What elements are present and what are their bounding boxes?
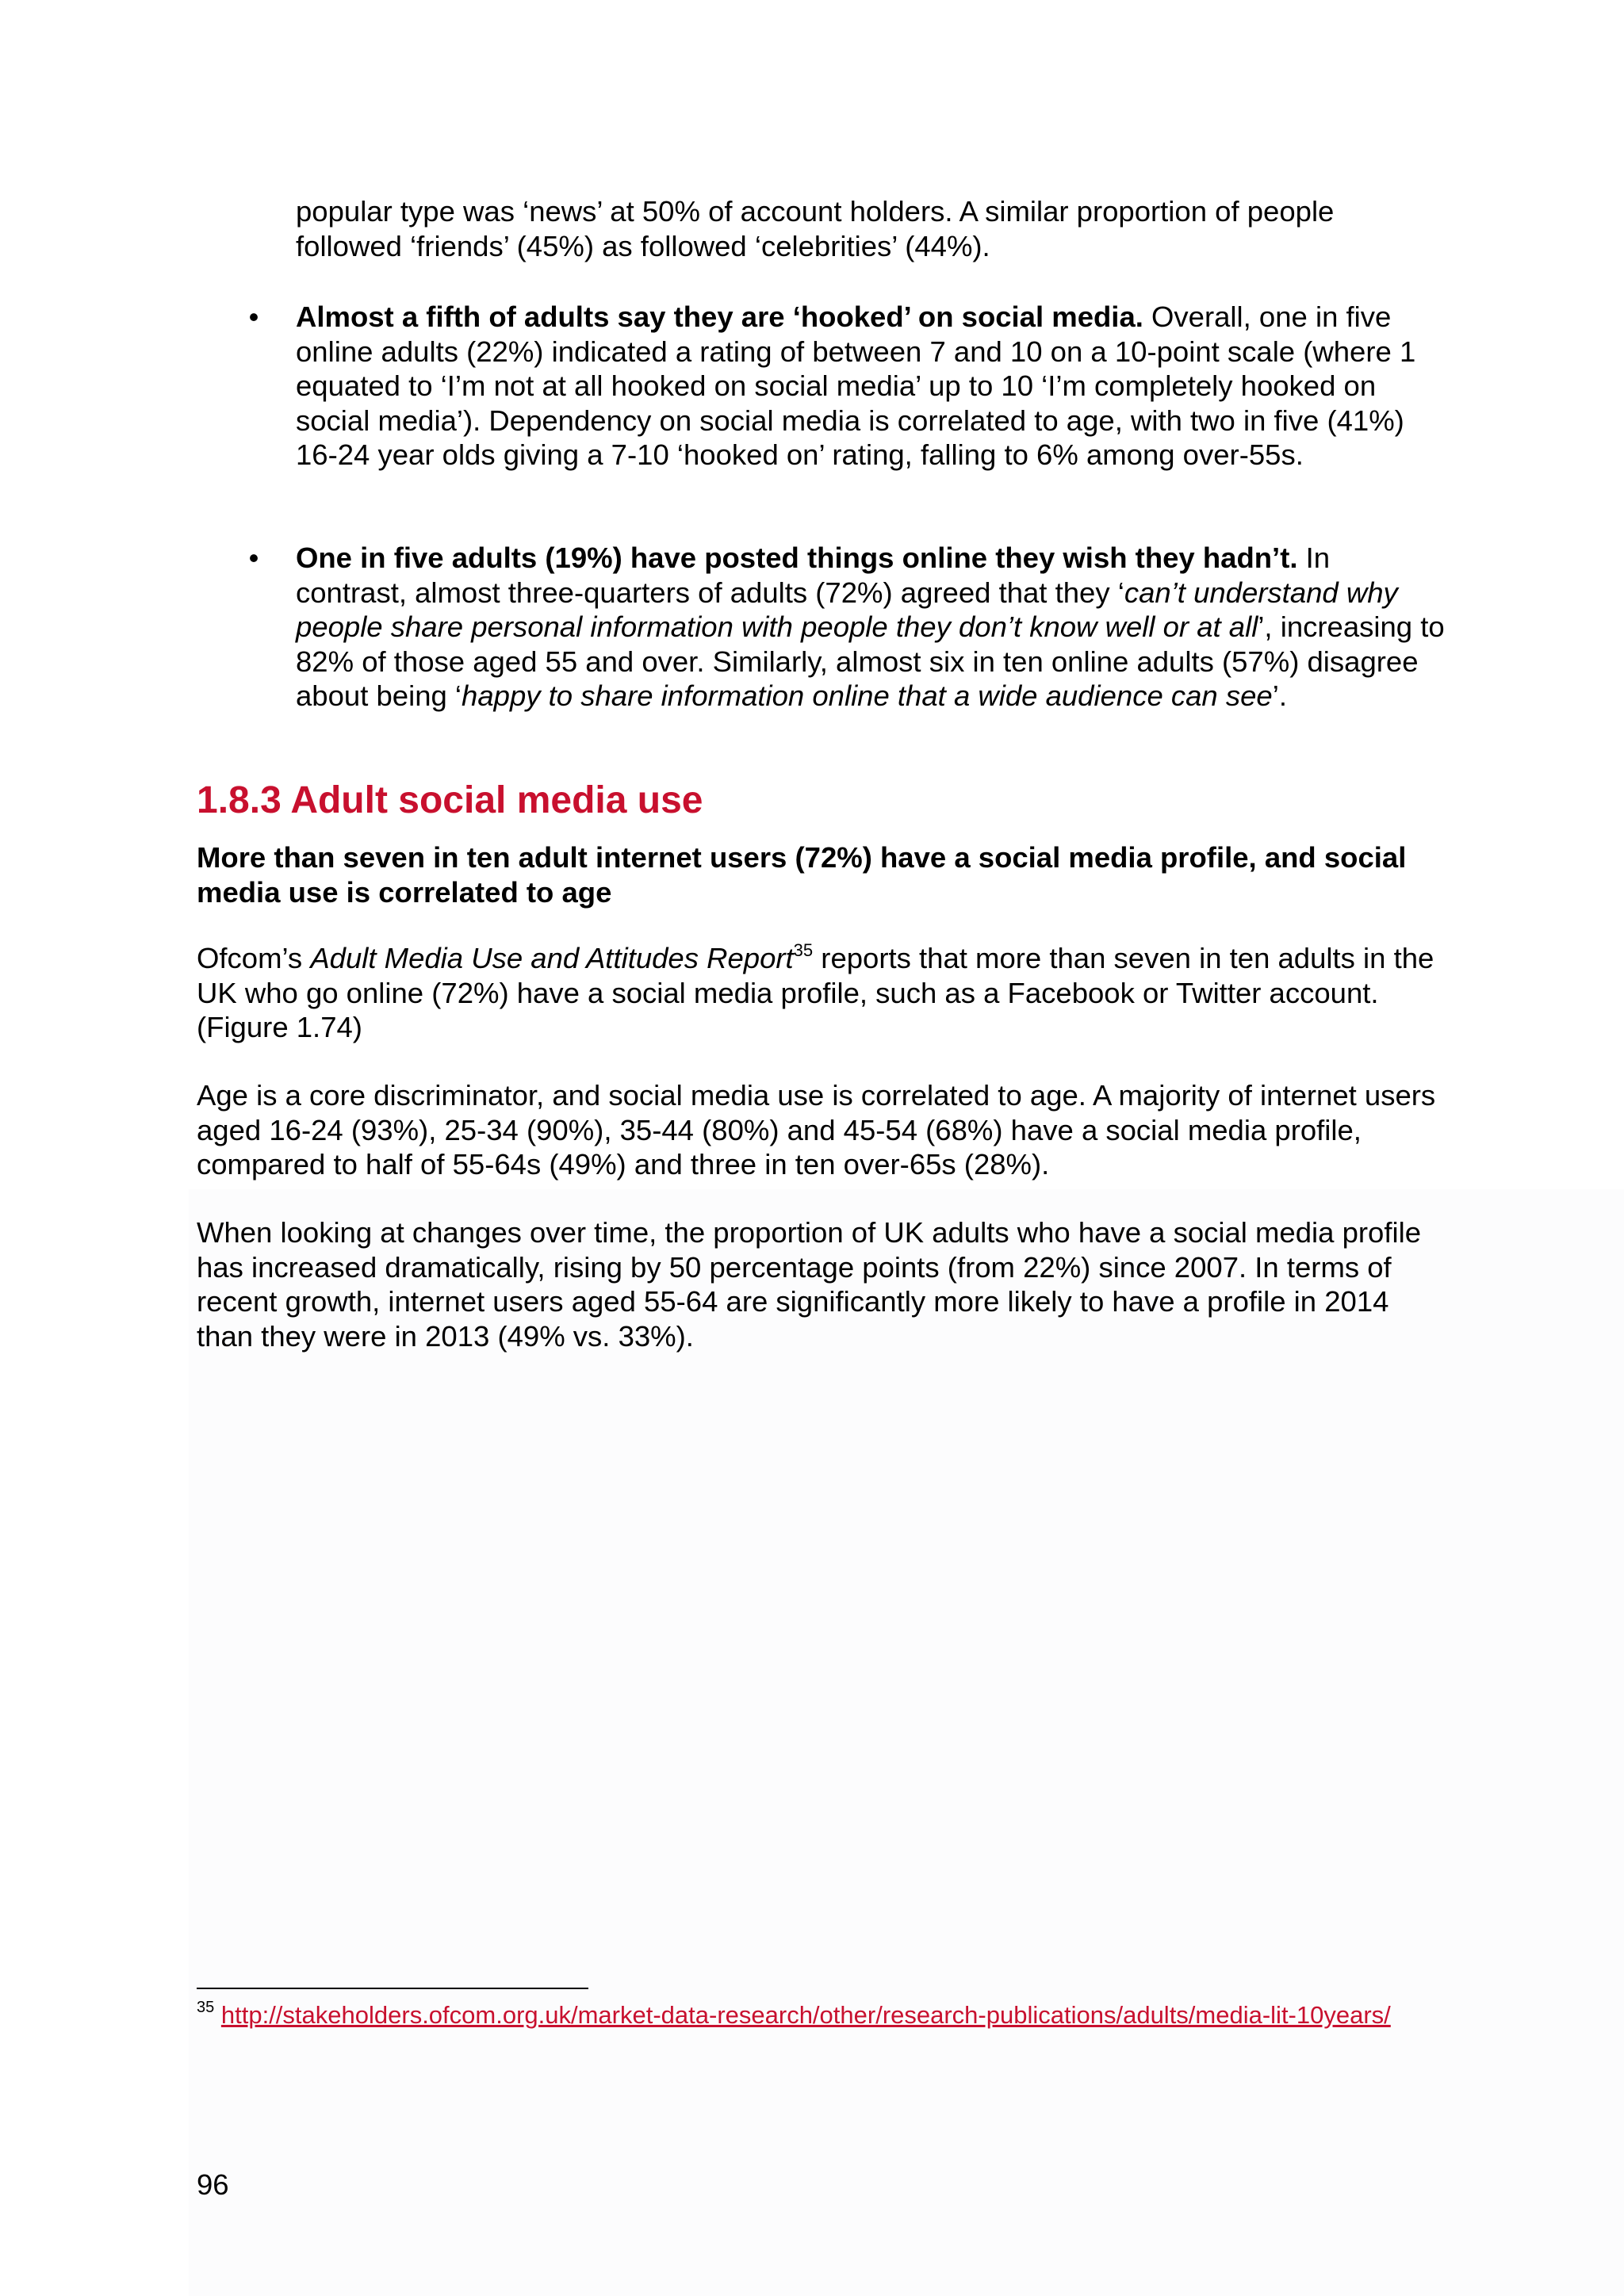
bullet-item-hooked <box>296 300 1446 473</box>
intro-paragraph: popular type was ‘news’ at 50% of account holders. A similar proportion of people followed ‘friends’ (45%) as followed ‘celebrities’ (44%). <box>296 195 1335 262</box>
bullet-text: Overall, one in five online adults (22%) indicated a rating of between 7 and 10 on a 10-point scale (where 1 equated to ‘I’m not at all hooked on social media’ up to 10 ‘I’m completely hooked on social media’). Dependency on social media is correlated to age, with two in five (41%) 16-24 year olds giving a 7-10 ‘hooked on’ rating, falling to 6% among over-55s. <box>296 300 1416 471</box>
section-subheading: More than seven in ten adult internet users (72%) have a social media profile, and social media use is correlated to age <box>197 841 1407 909</box>
paragraph-report <box>197 941 1446 1045</box>
bullet-marker: • <box>248 541 259 574</box>
footnote-number: 35 <box>197 1999 215 2016</box>
bullet-quote: happy to share information online that a wide audience can see <box>462 679 1273 712</box>
bullet-lead: Almost a fifth of adults say they are ‘hooked’ on social media. <box>296 300 1143 333</box>
footnote-reference[interactable]: 35 <box>793 940 814 960</box>
footnote-link[interactable]: http://stakeholders.ofcom.org.uk/market-data-research/other/research-publications/adults/media-lit-10years/ <box>220 2001 1391 2029</box>
paragraph-text: reports that more than seven in ten adults in the UK who go online (72%) have a social media profile, such as a Facebook or Twitter account. (Figure 1.74) <box>197 942 1434 1043</box>
bullet-text: In contrast, almost three-quarters of adults (72%) agreed that they ‘ <box>296 541 1331 609</box>
section-heading: 1.8.3 Adult social media use <box>197 779 703 821</box>
paragraph-trend: When looking at changes over time, the proportion of UK adults who have a social media profile has increased dramatically, rising by 50 percentage points (from 22%) since 2007. In terms of recent growth, internet users aged 55-64 are significantly more likely to have a profile in 2014 than they were in 2013 (49% vs. 33%). <box>197 1216 1421 1353</box>
paragraph-text: Ofcom’s <box>197 942 311 974</box>
bullet-lead: One in five adults (19%) have posted things online they wish they hadn’t. <box>296 541 1298 574</box>
bullet-marker: • <box>248 300 259 333</box>
bullet-quote: can’t understand why people share personal information with people they don’t know well or at all <box>296 576 1398 643</box>
bullet-text: ’. <box>1272 679 1287 712</box>
page-number: 96 <box>197 2168 229 2201</box>
bullet-item-posted <box>296 541 1446 714</box>
bullet-text: ’, increasing to 82% of those aged 55 and over. Similarly, almost six in ten online adults (57%) disagree about being ‘ <box>296 610 1445 712</box>
paragraph-age: Age is a core discriminator, and social media use is correlated to age. A majority of internet users aged 16-24 (93%), 25-34 (90%), 35-44 (80%) and 45-54 (68%) have a social media profile, compared to half of 55-64s (49%) and three in ten over-65s (28%). <box>197 1079 1436 1181</box>
report-title: Adult Media Use and Attitudes Report <box>310 942 794 974</box>
footnote-divider <box>197 1988 588 1989</box>
page-shade <box>189 1189 1624 2296</box>
footnote <box>197 1999 1434 2031</box>
